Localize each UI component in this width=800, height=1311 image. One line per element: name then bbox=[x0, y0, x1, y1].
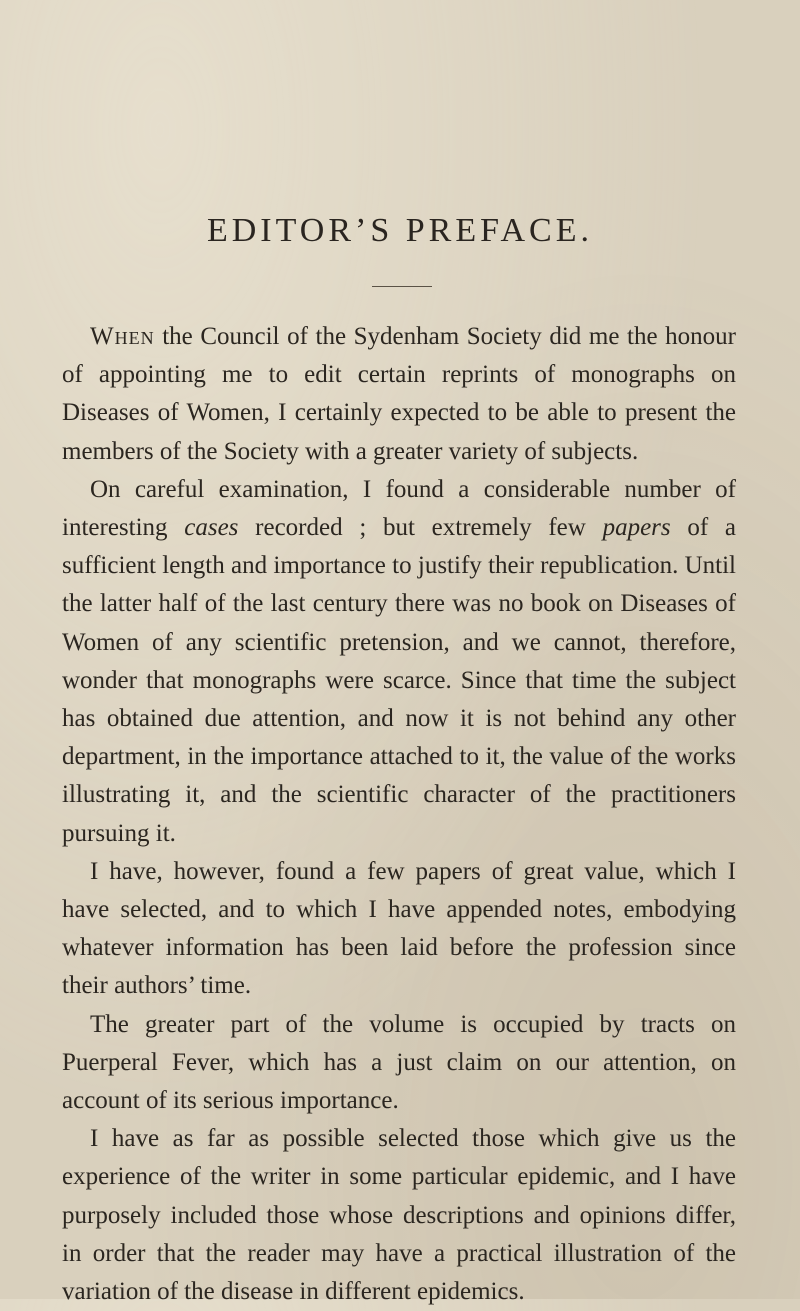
paragraph-4: The greater part of the volume is occupied by tracts on Puerperal Fever, which has a just claim on our attention, on account of its serious importance. bbox=[62, 1010, 736, 1115]
paragraph-1-lead: When bbox=[90, 323, 155, 350]
preface-body bbox=[62, 318, 736, 1311]
paragraph-5: I have as far as possible selected those which give us the experience of the writer in some particular epidemic, and I have purposely included those whose descriptions and opinions differ, in order that the reader may have a practical illustration of the variation of the disease in different epidemics. bbox=[62, 1125, 736, 1306]
paragraph-2 bbox=[62, 471, 736, 853]
paragraph-2-emphasis-cases: cases bbox=[184, 514, 239, 542]
title-rule bbox=[372, 286, 432, 287]
page-title: EDITOR’S PREFACE. bbox=[206, 212, 593, 249]
paragraph-2-text-c: of a sufficient length and importance to justify their republication. Until the latter half of the last century there was no book on Diseases of Women of any scientific pretension, and we cannot, therefore, wonder that monographs were scarce. Since that time the subject has obtained due attention, and now it is not behind any other department, in the importance attached to it, the value of the works illustrating it, and the scientific character of the practitioners pursuing it. bbox=[62, 514, 737, 847]
paragraph-2-text-b: recorded ; but extremely few bbox=[238, 514, 603, 542]
paragraph-2-text-a: On careful examination, I found a considerable number of interesting bbox=[62, 475, 736, 542]
paragraph-1 bbox=[62, 318, 736, 471]
paragraph-3: I have, however, found a few papers of great value, which I have selected, and to which I have appended notes, embodying whatever information has been laid before the profession since their authors’ time. bbox=[62, 857, 736, 1000]
paragraph-2-emphasis-papers: papers bbox=[602, 514, 671, 542]
paragraph-1-text: the Council of the Sydenham Society did me the honour of appointing me to edit certain reprints of monographs on Diseases of Women, I certainly expected to be able to present the members of the Society with a greater variety of subjects. bbox=[62, 323, 736, 465]
